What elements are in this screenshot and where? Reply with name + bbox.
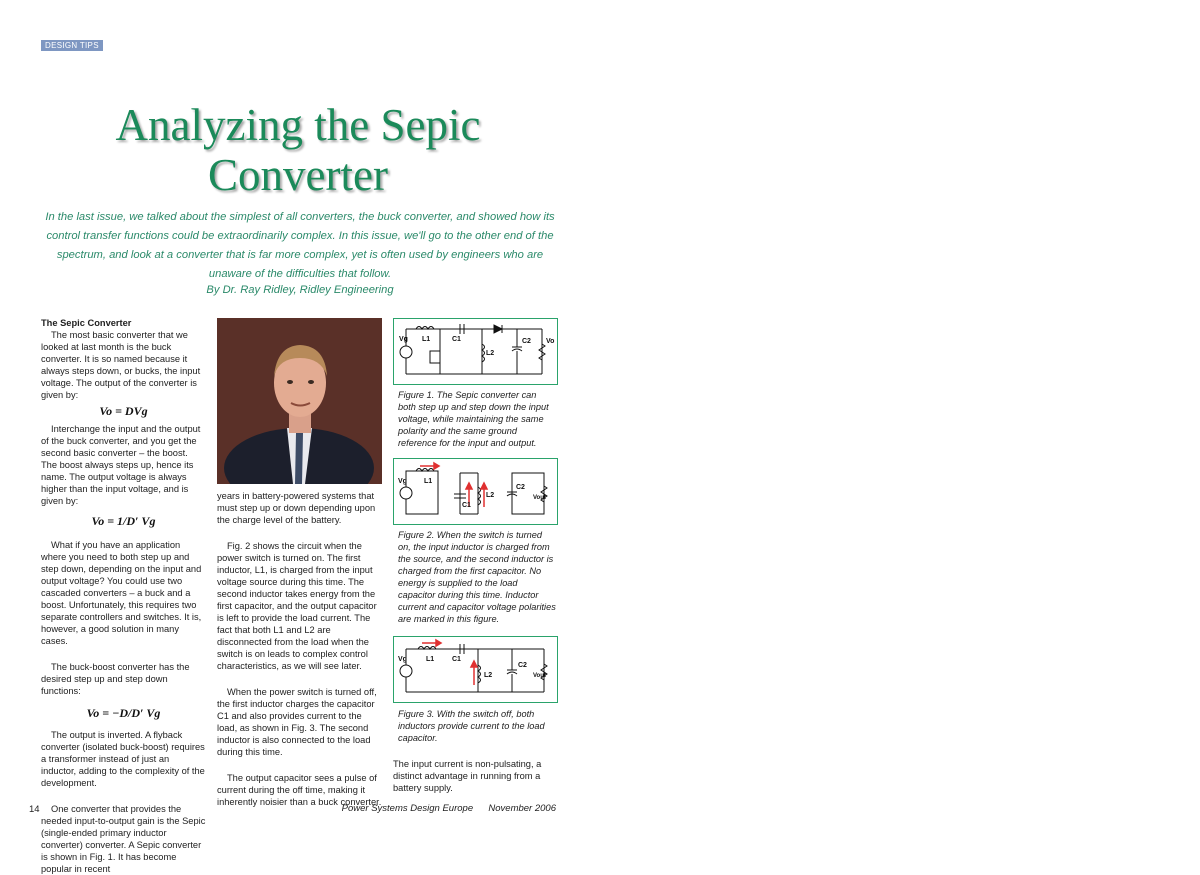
label-c2: C2 [518,662,527,669]
equation-buck-boost: Vo = −D/D′ Vg [86,706,161,720]
paragraph: One converter that provides the needed input-to-output gain is the Sepic (single-ended primary inductor converter) converter. A Sepic converter is shown in Fig. 1. It has become popular in recent [41,804,206,874]
article-lead: In the last issue, we talked about the simplest of all converters, the buck converter, and showed how its control transfer functions could be extraordinarily complex. In this issue, we'll go to the other end of the spectrum, and look at a converter that is far more complex, yet is often used by engineers who are unaware of the difficulties that follow. [45,211,555,280]
label-c2: C2 [522,338,531,345]
paragraph: The input current is non-pulsating, a distinct advantage in running from a battery supply. [393,759,542,793]
text-column-3 [393,758,556,794]
figure-2-switch-on-circuit [393,458,558,525]
label-vg: Vg [398,656,407,663]
label-c1: C1 [452,336,461,343]
article-title [40,100,556,200]
author-portrait-illustration [217,318,382,484]
page-number: 14 [29,804,40,815]
sepic-schematic [394,319,557,384]
paragraph: When the power switch is turned off, the first inductor charges the capacitor C1 and also provides current to the load, as shown in Fig. 3. The second inductor is also connected to the load during this time. [217,687,377,757]
paragraph: The output is inverted. A flyback converter (isolated buck-boost) requires a transformer instead of just an inductor, adding to the complexity of the development. [41,730,205,788]
figure-3-switch-off-circuit [393,636,558,703]
label-c2: C2 [516,484,525,491]
label-l2: L2 [484,672,493,679]
paragraph: The most basic converter that we looked at last month is the buck converter. It is so named because it always steps down, or bucks, the input voltage. The output of the converter is given by: [41,330,201,400]
switch-on-schematic [394,459,557,524]
paragraph: What if you have an application where you need to both step up and step down, depending on the input and output voltage? You could use two cascaded converters – a buck and a boost. Unfortunately, this requires two separate controllers and switches. It is, however, a good solution in many cases. [41,540,202,646]
label-l2: L2 [486,350,495,357]
paragraph: Fig. 2 shows the circuit when the power switch is turned on. The first inductor, L1, is charged from the input voltage source during this time. The second inductor takes energy from the first capacitor, and the output capacitor is left to provide the load current. The fact that both L1 and L2 are disconnected from the load when the switch is on leads to complex control characteristics, as we will see later. [217,541,377,671]
label-vg: Vg [399,336,408,343]
figure-3-caption: Figure 3. With the switch off, both inductors provide current to the load capacitor. [398,709,545,743]
section-heading: The Sepic Converter [41,318,132,328]
label-vout: Vout [533,495,546,501]
paragraph: Interchange the input and the output of the buck converter, and you get the second basic converter – the boost. The boost always steps up, hence its name. The output voltage is always higher than the input voltage, and is given by: [41,424,201,506]
article-byline: By Dr. Ray Ridley, Ridley Engineering [206,284,394,296]
label-l1: L1 [424,478,433,485]
label-l1: L1 [422,336,431,343]
text-column-1 [41,317,206,875]
label-l1: L1 [426,656,435,663]
figure-1-sepic-circuit [393,318,558,385]
paragraph: years in battery-powered systems that must step up or down depending upon the charge level of the battery. [217,491,376,525]
label-vg: Vg [398,478,407,485]
section-tag: DESIGN TIPS [41,40,103,51]
equation-buck: Vo = DVg [99,404,148,418]
switch-off-schematic [394,637,557,702]
label-c1: C1 [462,502,471,509]
publication-name: Power Systems Design Europe [341,803,474,814]
figure-2-caption: Figure 2. When the switch is turned on, the input inductor is charged from the source, and the second inductor is charged from the first capacitor. No energy is supplied to the load capacitor during this time. Inductor current and capacitor voltage polarities are marked in this figure. [398,530,556,624]
text-column-2 [217,490,382,808]
issue-date: November 2006 [488,803,556,814]
paragraph: The buck-boost converter has the desired step up and step down functions: [41,662,190,696]
paragraph: The output capacitor sees a pulse of current during the off time, making it inherently noisier than a buck converter. [217,773,382,807]
label-l2: L2 [486,492,495,499]
title-line-2: Converter [208,150,388,200]
label-vo: Vo [546,338,555,345]
author-photo [217,318,382,484]
label-vout: Vout [533,673,546,679]
footer-publication [300,803,556,814]
equation-boost: Vo = 1/D′ Vg [91,514,156,528]
title-line-1: Analyzing the Sepic [115,100,481,150]
figure-1-caption: Figure 1. The Sepic converter can both step up and step down the input voltage, while maintaining the same polarity and the same ground reference for the input and output. [398,390,549,448]
label-c1: C1 [452,656,461,663]
